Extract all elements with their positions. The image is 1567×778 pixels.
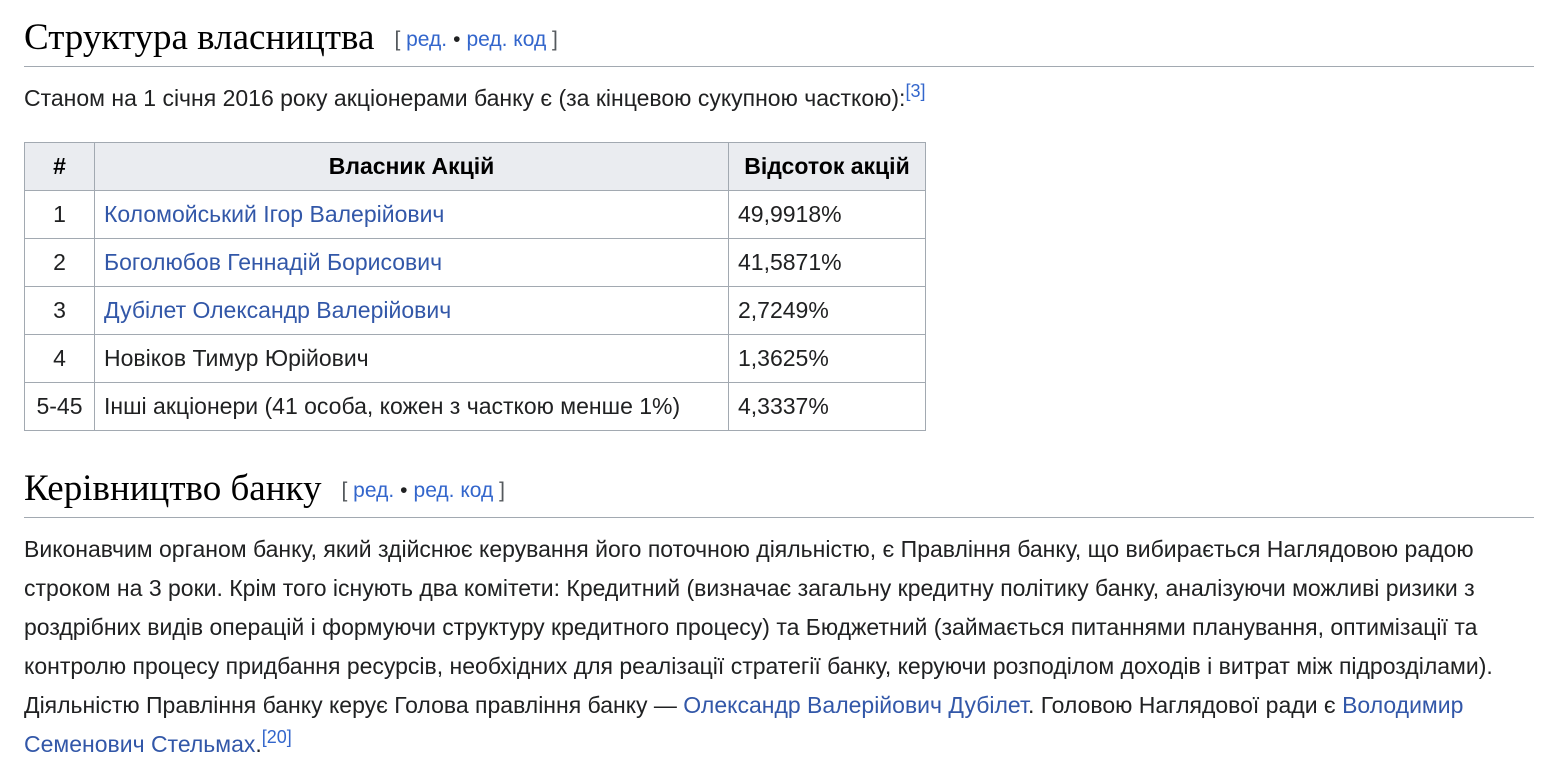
row-number: 5-45 xyxy=(25,383,95,431)
column-header-percent: Відсоток акцій xyxy=(729,143,926,191)
section-heading-management xyxy=(24,467,1534,518)
percent-cell: 49,9918% xyxy=(729,191,926,239)
edit-section-links: [ ред. • ред. код ] xyxy=(341,479,505,502)
ownership-intro: Станом на 1 січня 2016 року акціонерами банку є (за кінцевою сукупною часткою):[3] xyxy=(24,81,926,111)
person-link-dubilet[interactable]: Олександр Валерійович Дубілет xyxy=(683,692,1028,718)
table-row xyxy=(25,191,926,239)
row-number: 1 xyxy=(25,191,95,239)
ownership-table xyxy=(24,142,926,431)
reference-link[interactable]: [3] xyxy=(905,81,926,101)
edit-source-link[interactable]: ред. код xyxy=(413,479,494,502)
row-number: 4 xyxy=(25,335,95,383)
table-row xyxy=(25,239,926,287)
section-title: Керівництво банку xyxy=(24,468,322,509)
table-header-row xyxy=(25,143,926,191)
owner-cell xyxy=(95,239,729,287)
table-row xyxy=(25,287,926,335)
owner-cell xyxy=(95,287,729,335)
owner-name: Новіков Тимур Юрійович xyxy=(104,345,369,371)
section-title: Структура власництва xyxy=(24,17,375,58)
section-heading-ownership xyxy=(24,16,1534,67)
owner-cell xyxy=(95,191,729,239)
owner-name: Інші акціонери (41 особа, кожен з часткою менше 1%) xyxy=(104,393,681,419)
percent-cell: 1,3625% xyxy=(729,335,926,383)
column-header-owner: Власник Акцій xyxy=(95,143,729,191)
owner-link[interactable]: Дубілет Олександр Валерійович xyxy=(104,297,452,323)
percent-cell: 2,7249% xyxy=(729,287,926,335)
row-number: 2 xyxy=(25,239,95,287)
edit-source-link[interactable]: ред. код xyxy=(466,28,547,51)
article-content xyxy=(24,0,1534,764)
owner-cell xyxy=(95,383,729,431)
reference-sup xyxy=(262,727,292,747)
percent-cell: 41,5871% xyxy=(729,239,926,287)
table-row xyxy=(25,335,926,383)
edit-link[interactable]: ред. xyxy=(406,28,448,51)
row-number: 3 xyxy=(25,287,95,335)
edit-link[interactable]: ред. xyxy=(353,479,395,502)
reference-sup xyxy=(905,81,925,101)
reference-link[interactable]: [20] xyxy=(261,727,292,747)
owner-cell xyxy=(95,335,729,383)
person-link-stelmakh[interactable]: Володимир Семенович Стельмах xyxy=(24,692,1464,757)
management-paragraph: Виконавчим органом банку, який здійснює керування його поточною діяльністю, є Правління банку, що вибирається Наглядовою радою строком на 3 роки. Крім того існують два комітети: Кредитний (визначає загальну кредитну політику банку, аналізуючи можливі ризики з роздрібних видів операцій і формуючи структуру кредитного процесу) та Бюджетний (займається питаннями планування, оптимізації та контролю процесу придбання ресурсів, необхідних для реалізації стратегії банку, керуючи розподілом доходів і витрат між підрозділами). Діяльністю Правління банку керує Голова правління банку — Олександр Валерійович Дубілет. Головою Наглядової ради є Володимир Семенович Стельмах.[20] xyxy=(24,536,1493,757)
table-row xyxy=(25,383,926,431)
owner-link[interactable]: Коломойський Ігор Валерійович xyxy=(104,201,445,227)
owner-link[interactable]: Боголюбов Геннадій Борисович xyxy=(104,249,443,275)
column-header-number: # xyxy=(25,143,95,191)
percent-cell: 4,3337% xyxy=(729,383,926,431)
edit-section-links: [ ред. • ред. код ] xyxy=(394,28,558,51)
